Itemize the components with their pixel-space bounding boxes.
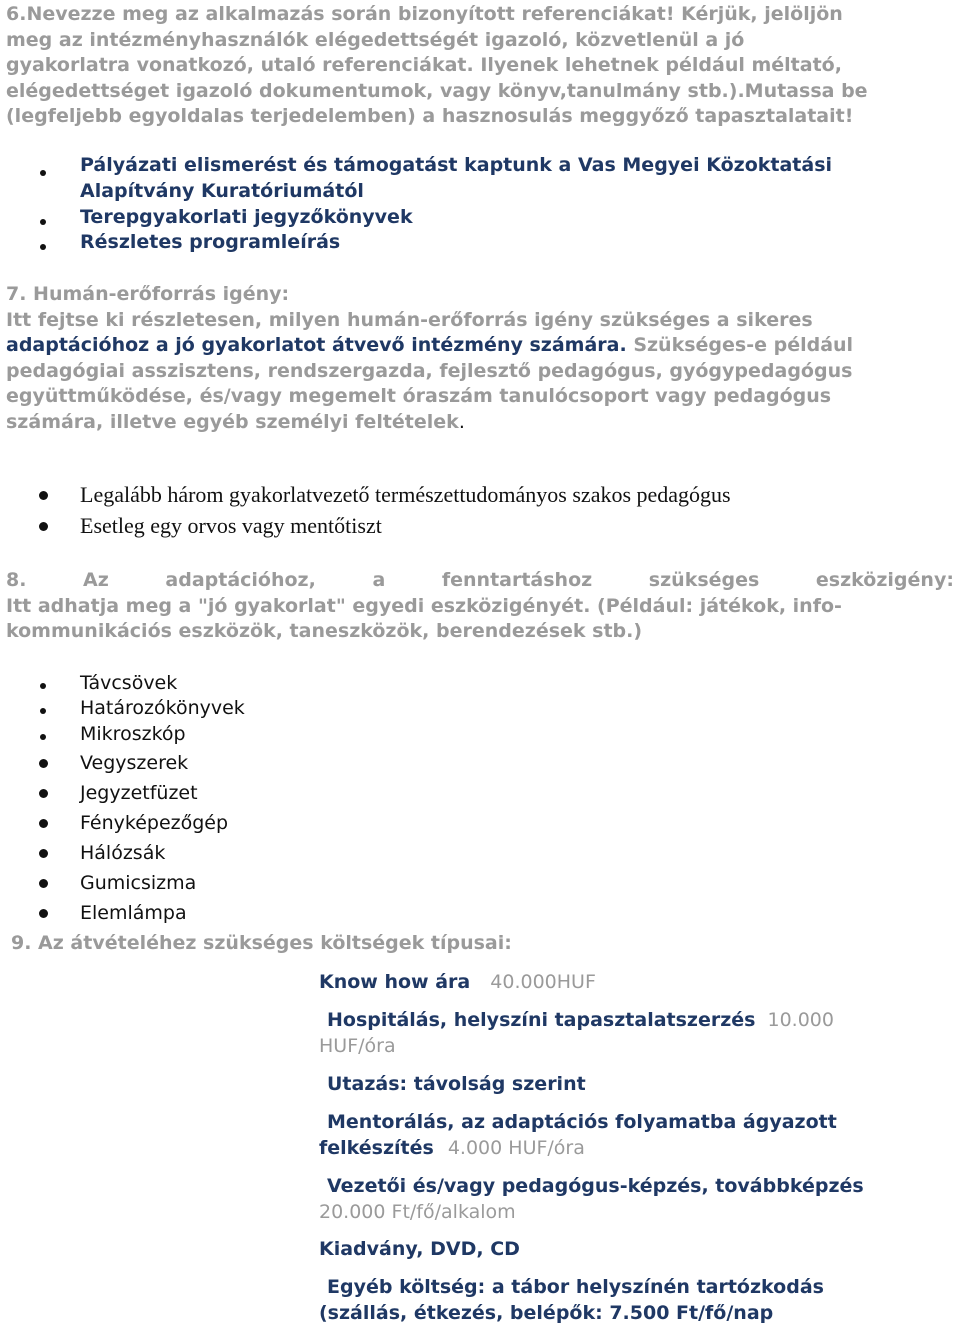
section-8-line-1: Itt adhatja meg a "jó gyakorlat" egyedi eszközigényét. (Például: játékok, info- bbox=[6, 594, 842, 617]
bullet-icon bbox=[40, 734, 46, 740]
section-7-line-1: Itt fejtse ki részletesen, milyen humán-erőforrás igény szükséges a sikeres bbox=[6, 308, 813, 331]
section-7-line-3: pedagógiai asszisztens, rendszergazda, fejlesztő pedagógus, gyógypedagógus bbox=[6, 359, 853, 382]
section-9-heading: 9. Az átvételéhez szükséges költségek típusai: bbox=[11, 932, 512, 954]
bullet-icon bbox=[40, 708, 46, 714]
section-6-line-4b: .Mutassa be bbox=[737, 79, 868, 102]
section-7-line-2b: Szükséges-e például bbox=[626, 334, 854, 357]
bullet-icon bbox=[39, 849, 48, 858]
section-7-line-5: számára, illetve egyéb személyi feltételek bbox=[6, 410, 459, 433]
section-7-heading: 7. Humán-erőforrás igény: bbox=[6, 283, 290, 305]
cost-vezetoi-kepzes: Vezetői és/vagy pedagógus-képzés, továbbképzés 20.000 Ft/fő/alkalom bbox=[319, 1175, 864, 1223]
bullet-icon bbox=[40, 170, 46, 176]
section-6-line-2: meg az intézményhasználók elégedettségét igazoló, közvetlenül a jó bbox=[6, 28, 745, 51]
bullet-icon bbox=[39, 909, 48, 918]
section-8-text bbox=[6, 568, 954, 645]
bullet-icon bbox=[39, 819, 48, 828]
section-8-line-2: kommunikációs eszközök, taneszközök, berendezések stb.) bbox=[6, 620, 643, 643]
section-6-line-1: 6.Nevezze meg az alkalmazás során bizonyított referenciákat! Kérjük, jelöljön bbox=[6, 3, 843, 25]
cost-know-how: Know how ára 40.000HUF bbox=[319, 971, 596, 993]
cost-hospitalas: Hospitálás, helyszíni tapasztalatszerzés 10.000 HUF/óra bbox=[319, 1009, 834, 1057]
bullet-icon bbox=[39, 759, 48, 768]
cost-kiadvany: Kiadvány, DVD, CD bbox=[319, 1238, 520, 1260]
section-6-line-4: elégedettséget igazoló dokumentumok, vagy könyv,tanulmány stb.) bbox=[6, 79, 738, 102]
section-8-heading: 8. Az adaptációhoz, a fenntartáshoz szükséges eszközigény: bbox=[6, 569, 954, 591]
section-7-line-4: együttműködése, és/vagy megemelt óraszám tanulócsoport vagy pedagógus bbox=[6, 385, 832, 408]
bullet-icon bbox=[40, 219, 46, 225]
bullet-icon bbox=[39, 491, 48, 500]
section-6-line-5: (legfeljebb egyoldalas terjedelemben) a hasznosulás meggyőző tapasztalatait! bbox=[6, 105, 854, 128]
bullet-icon bbox=[39, 789, 48, 798]
cost-mentoralas: Mentorálás, az adaptációs folyamatba ágyazott felkészítés 4.000 HUF/óra bbox=[319, 1111, 837, 1159]
cost-egyeb: Egyéb költség: a tábor helyszínén tartózkodás (szállás, étkezés, belépők: 7.500 Ft/fő/nap bbox=[319, 1276, 824, 1324]
section-6-line-3: gyakorlatra vonatkozó, utaló referenciákat. Ilyenek lehetnek például méltató, bbox=[6, 54, 842, 77]
document-page: 6.Nevezze meg az alkalmazás során bizonyított referenciákat! Kérjük, jelöljön meg az intézményhasználók elégedettségét igazoló, közvetlenül a jó gyakorlatra vonatkozó, utaló referenciákat. Ilyenek lehetnek például méltató, elégedettséget igazoló dokumentumok, vagy könyv,tanulmány stb.).Mutassa be (legfeljebb egyoldalas terjedelemben) a hasznosulás meggyőző tapasztalatait! Pályázati elismerést és támogatást kaptunk a Vas Megyei Közoktatási Alapítvány Kuratóriumától Terepgyakorlati jegyzőkönyvek Részletes programleírás 7. Humán-erőforrás igény: Itt fejtse ki részletesen, milyen humán-erőforrás igény szükséges a sikeres adaptációhoz a jó gyakorlatot átvevő intézmény számára. Szükséges-e például pedagógiai asszisztens, rendszergazda, fejlesztő pedagógus, gyógypedagógus együttműködése, és/vagy megemelt óraszám tanulócsoport vagy pedagógus számára, illetve egyéb személyi feltételek. Legalább három gyakorlatvezető természettudományos szakos pedagógus Esetleg egy orvos vagy mentőtiszt 8. Az adaptációhoz, a fenntartáshoz szükséges eszközigény: Itt adhatja meg a "jó gyakorlat" egyedi eszközigényét. (Például: játékok, info- kommunikációs eszközök, taneszközök, berendezések stb.) Távcsövek Határozókönyvek Mikroszkóp Vegyszerek Jegyzetfüzet Fényképezőgép Hálózsák Gumicsizma Elemlámpa 9. Az átvételéhez szükséges költségek típusai: Know how ára 40.000HUF Hospitálás, helyszíni tapasztalatszerzés 10.000 HUF/óra Utazás: távolság szerint Mentorálás, az adaptációs folyamatba ágyazott felkészítés 4.000 HUF/óra Vezetői és/vagy pedagógus-képzés, továbbképzés 20.000 Ft/fő/alkalom Kiadvány, DVD, CD Egyéb költség: a tábor helyszínén tartózkodás (szállás, étkezés, belépők: 7.500 Ft/fő/nap bbox=[0, 0, 960, 1331]
section-7-text: 7. Humán-erőforrás igény: Itt fejtse ki részletesen, milyen humán-erőforrás igény szükséges a sikeres adaptációhoz a jó gyakorlatot átvevő intézmény számára. Szükséges-e például pedagógiai asszisztens, rendszergazda, fejlesztő pedagógus, gyógypedagógus együttműködése, és/vagy megemelt óraszám tanulócsoport vagy pedagógus számára, illetve egyéb személyi feltételek. bbox=[6, 283, 854, 433]
section-6-text bbox=[6, 2, 954, 130]
bullet-icon bbox=[40, 244, 46, 250]
bullet-icon bbox=[39, 522, 48, 531]
bullet-icon bbox=[39, 879, 48, 888]
cost-utazas: Utazás: távolság szerint bbox=[327, 1073, 586, 1095]
bullet-icon bbox=[40, 683, 46, 689]
section-7-line-2a: adaptációhoz a jó gyakorlatot átvevő intézmény számára. bbox=[6, 334, 627, 357]
